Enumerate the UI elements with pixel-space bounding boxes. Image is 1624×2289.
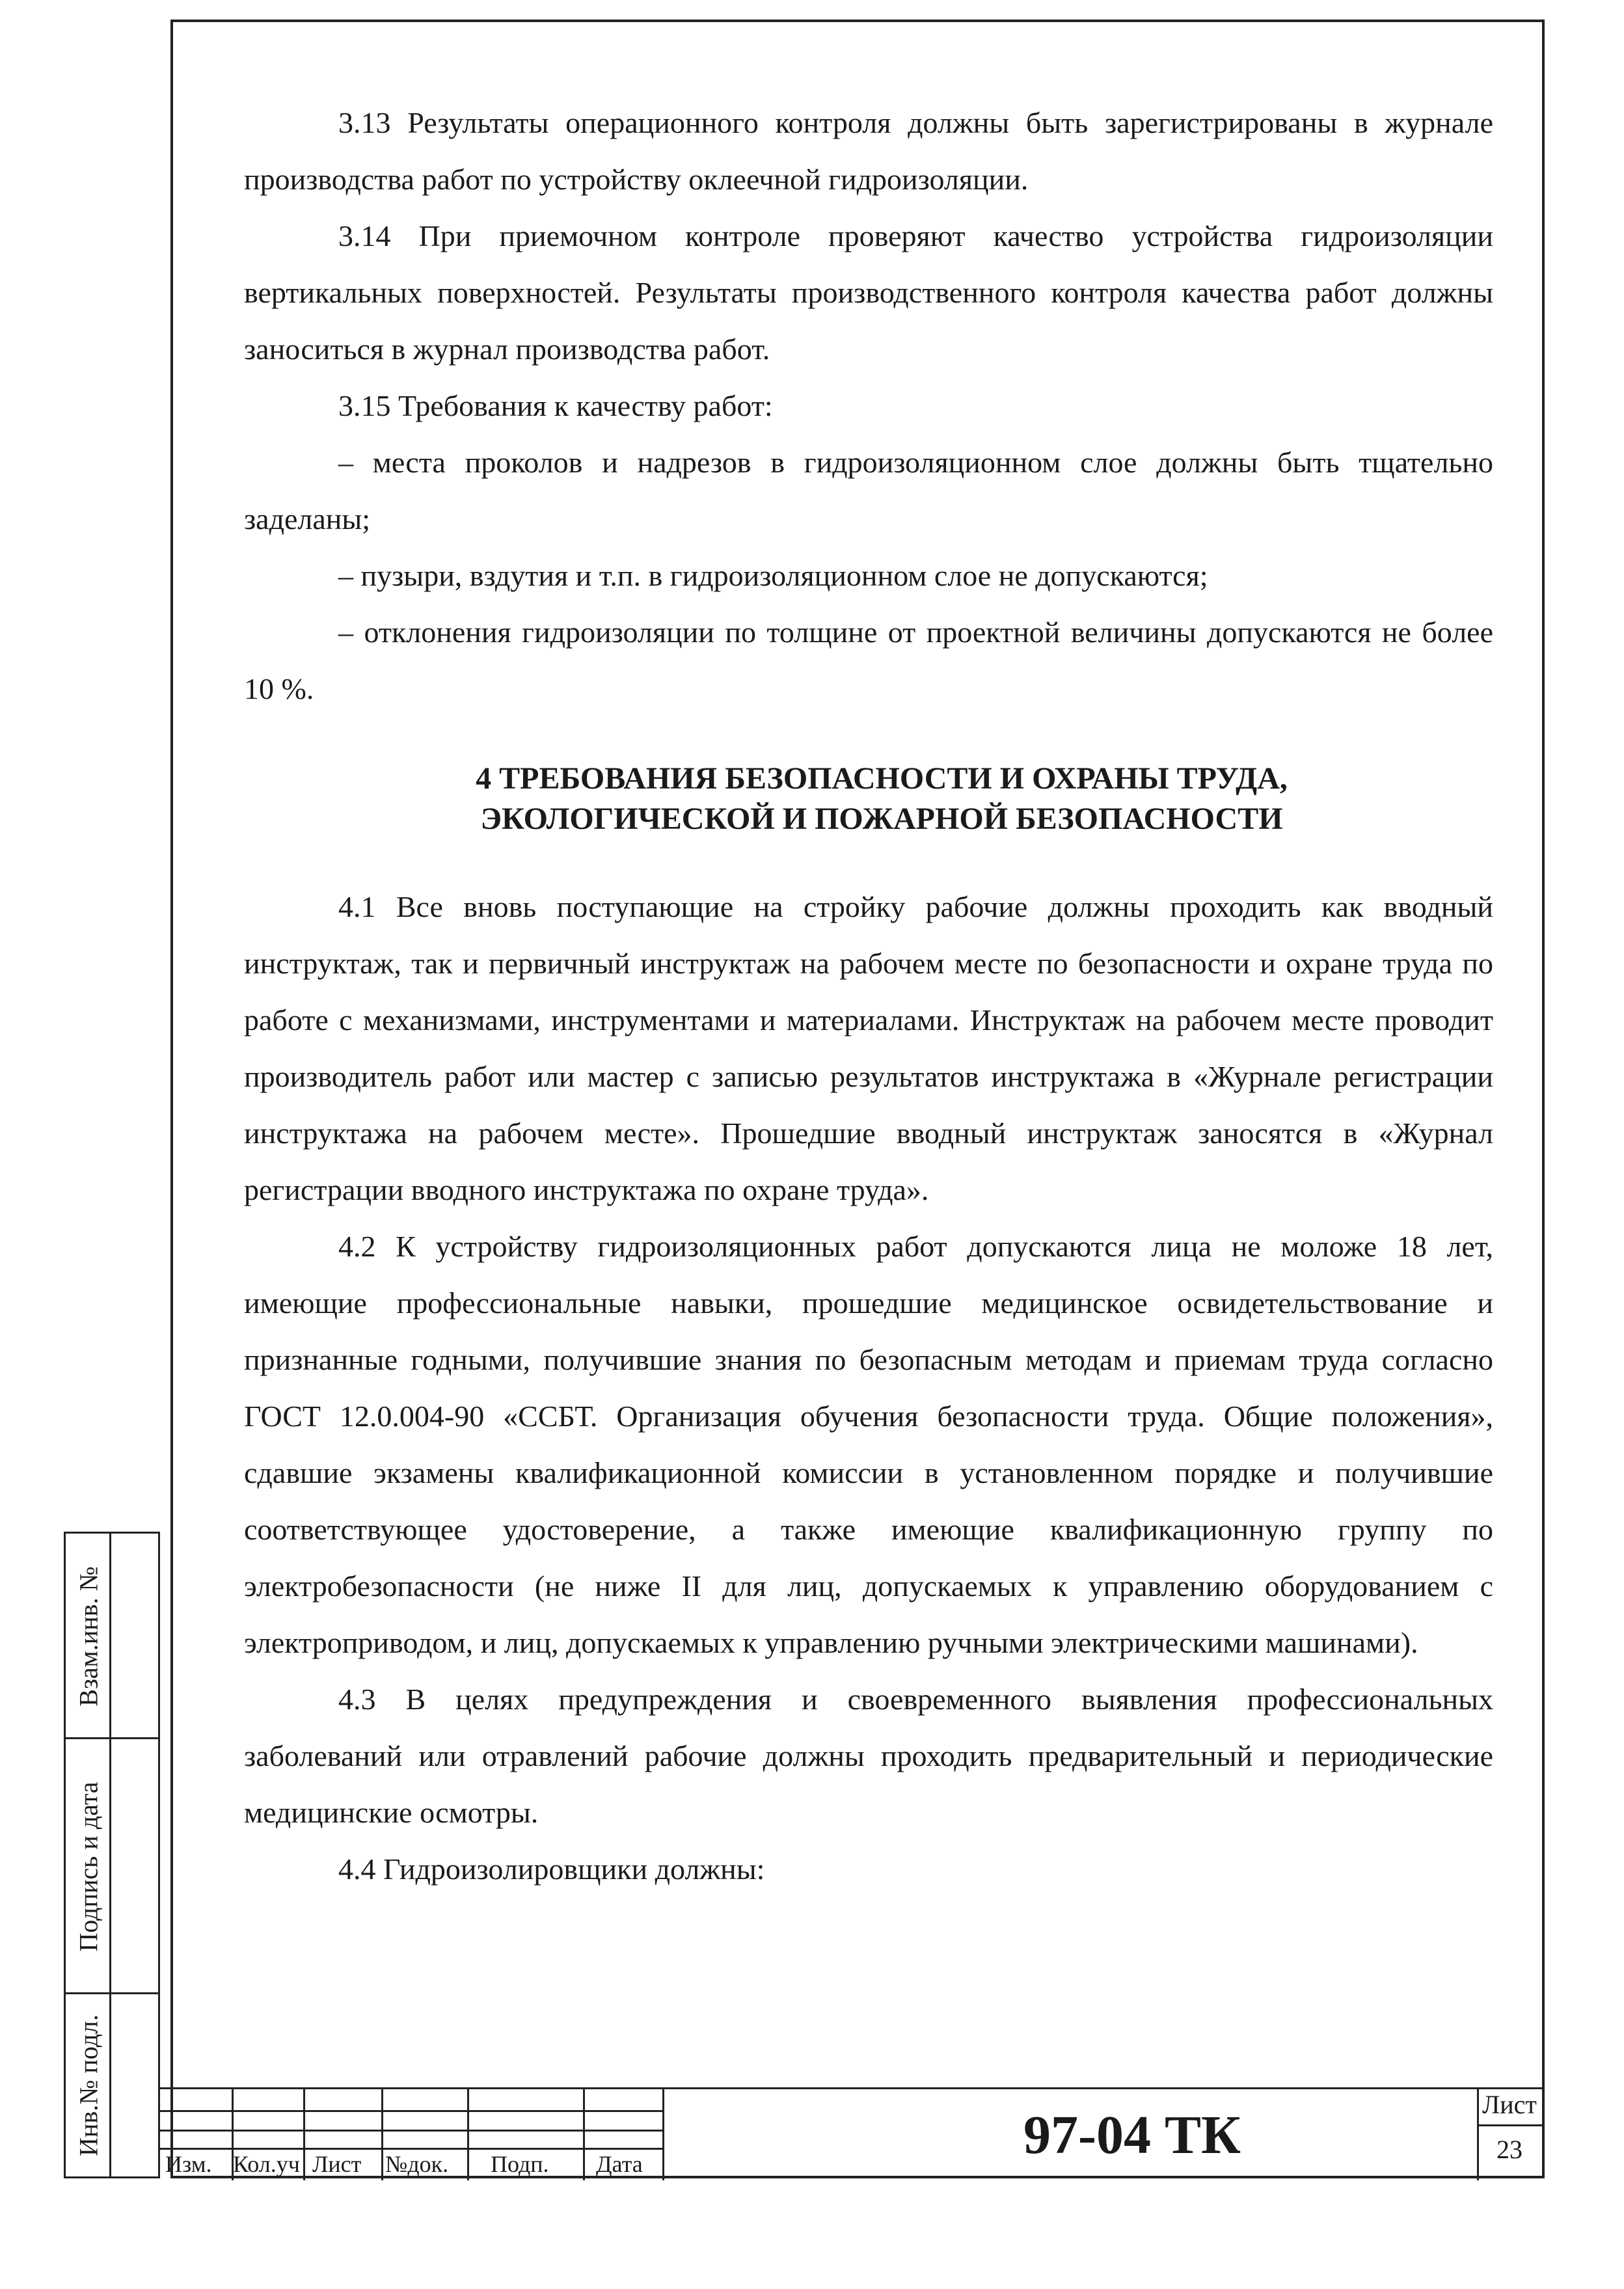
title-block	[160, 2087, 1545, 2180]
sheet-label: Лист	[1482, 2090, 1537, 2119]
column-header-change: Изм.	[165, 2151, 212, 2177]
section-heading	[244, 759, 1493, 839]
list-item: – пузыри, вздутия и т.п. в гидроизоляционном слое не допускаются;	[338, 559, 1208, 592]
column-header-signature: Подп.	[491, 2151, 549, 2177]
column-header-count: Кол.уч	[233, 2151, 300, 2177]
column-header-sheet: Лист	[312, 2151, 362, 2177]
paragraph-3-13: 3.13 Результаты операционного контроля должны быть зарегистрированы в журнале производства работ по устройству оклеечной гидроизоляции.	[244, 106, 1493, 196]
list-item: – отклонения гидроизоляции по толщине от проектной величины допускаются не более 10 %.	[244, 616, 1493, 705]
paragraph-3-15: 3.15 Требования к качеству работ:	[338, 389, 773, 422]
section-heading-line: 4 ТРЕБОВАНИЯ БЕЗОПАСНОСТИ И ОХРАНЫ ТРУДА,	[476, 761, 1288, 796]
stamp-label-signature-date: Подпись и дата	[74, 1781, 103, 1952]
stamp-cell-original-inv	[66, 1994, 158, 2176]
stamp-label-original-inv: Инв.№ подл.	[74, 2014, 103, 2156]
column-header-date: Дата	[596, 2151, 643, 2177]
paragraph-4-4: 4.4 Гидроизолировщики должны:	[338, 1852, 765, 1886]
section-heading-line: ЭКОЛОГИЧЕСКОЙ И ПОЖАРНОЙ БЕЗОПАСНОСТИ	[480, 802, 1283, 836]
paragraph-4-2: 4.2 К устройству гидроизоляционных работ допускаются лица не моложе 18 лет, имеющие профессиональные навыки, прошедшие медицинское освидетельствование и признанные годными, получившие знания по безопасным методам и приемам труда согласно ГОСТ 12.0.004-90 «ССБТ. Организация обучения безопасности труда. Общие положения», сдавшие экзамены квалификационной комиссии в установленном порядке и получившие соответствующее удостоверение, а также имеющие квалификационную группу по электробезопасности (не ниже II для лиц, допускаемых к управлению оборудованием с электроприводом, и лиц, допускаемых к управлению ручными электрическими машинами).	[244, 1230, 1493, 1659]
document-code: 97-04 ТК	[1023, 2105, 1241, 2165]
paragraph-4-1: 4.1 Все вновь поступающие на стройку рабочие должны проходить как вводный инструктаж, так и первичный инструктаж на рабочем месте по безопасности и охране труда по работе с механизмами, инструментами и материалами. Инструктаж на рабочем месте проводит производитель работ или мастер с записью результатов инструктажа в «Журнале регистрации инструктажа на рабочем месте». Прошедшие вводный инструктаж заносятся в «Журнал регистрации вводного инструктажа по охране труда».	[244, 890, 1493, 1206]
stamp-cell-replaced-inv	[66, 1534, 158, 1739]
stamp-cell-signature-date	[66, 1739, 158, 1994]
side-stamp	[64, 1532, 160, 2178]
sheet-number: 23	[1496, 2135, 1522, 2164]
column-header-doc-number: №док.	[385, 2151, 449, 2177]
list-item: – места проколов и надрезов в гидроизоляционном слое должны быть тщательно заделаны;	[244, 446, 1493, 535]
paragraph-3-14: 3.14 При приемочном контроле проверяют качество устройства гидроизоляции вертикальных поверхностей. Результаты производственного контроля качества работ должны заноситься в журнал производства работ.	[244, 219, 1493, 366]
paragraph-4-3: 4.3 В целях предупреждения и своевременного выявления профессиональных заболеваний или отравлений рабочие должны проходить предварительный и периодические медицинские осмотры.	[244, 1683, 1493, 1829]
stamp-label-replaced-inv: Взам.инв. №	[74, 1566, 103, 1707]
document-body	[244, 94, 1493, 1897]
